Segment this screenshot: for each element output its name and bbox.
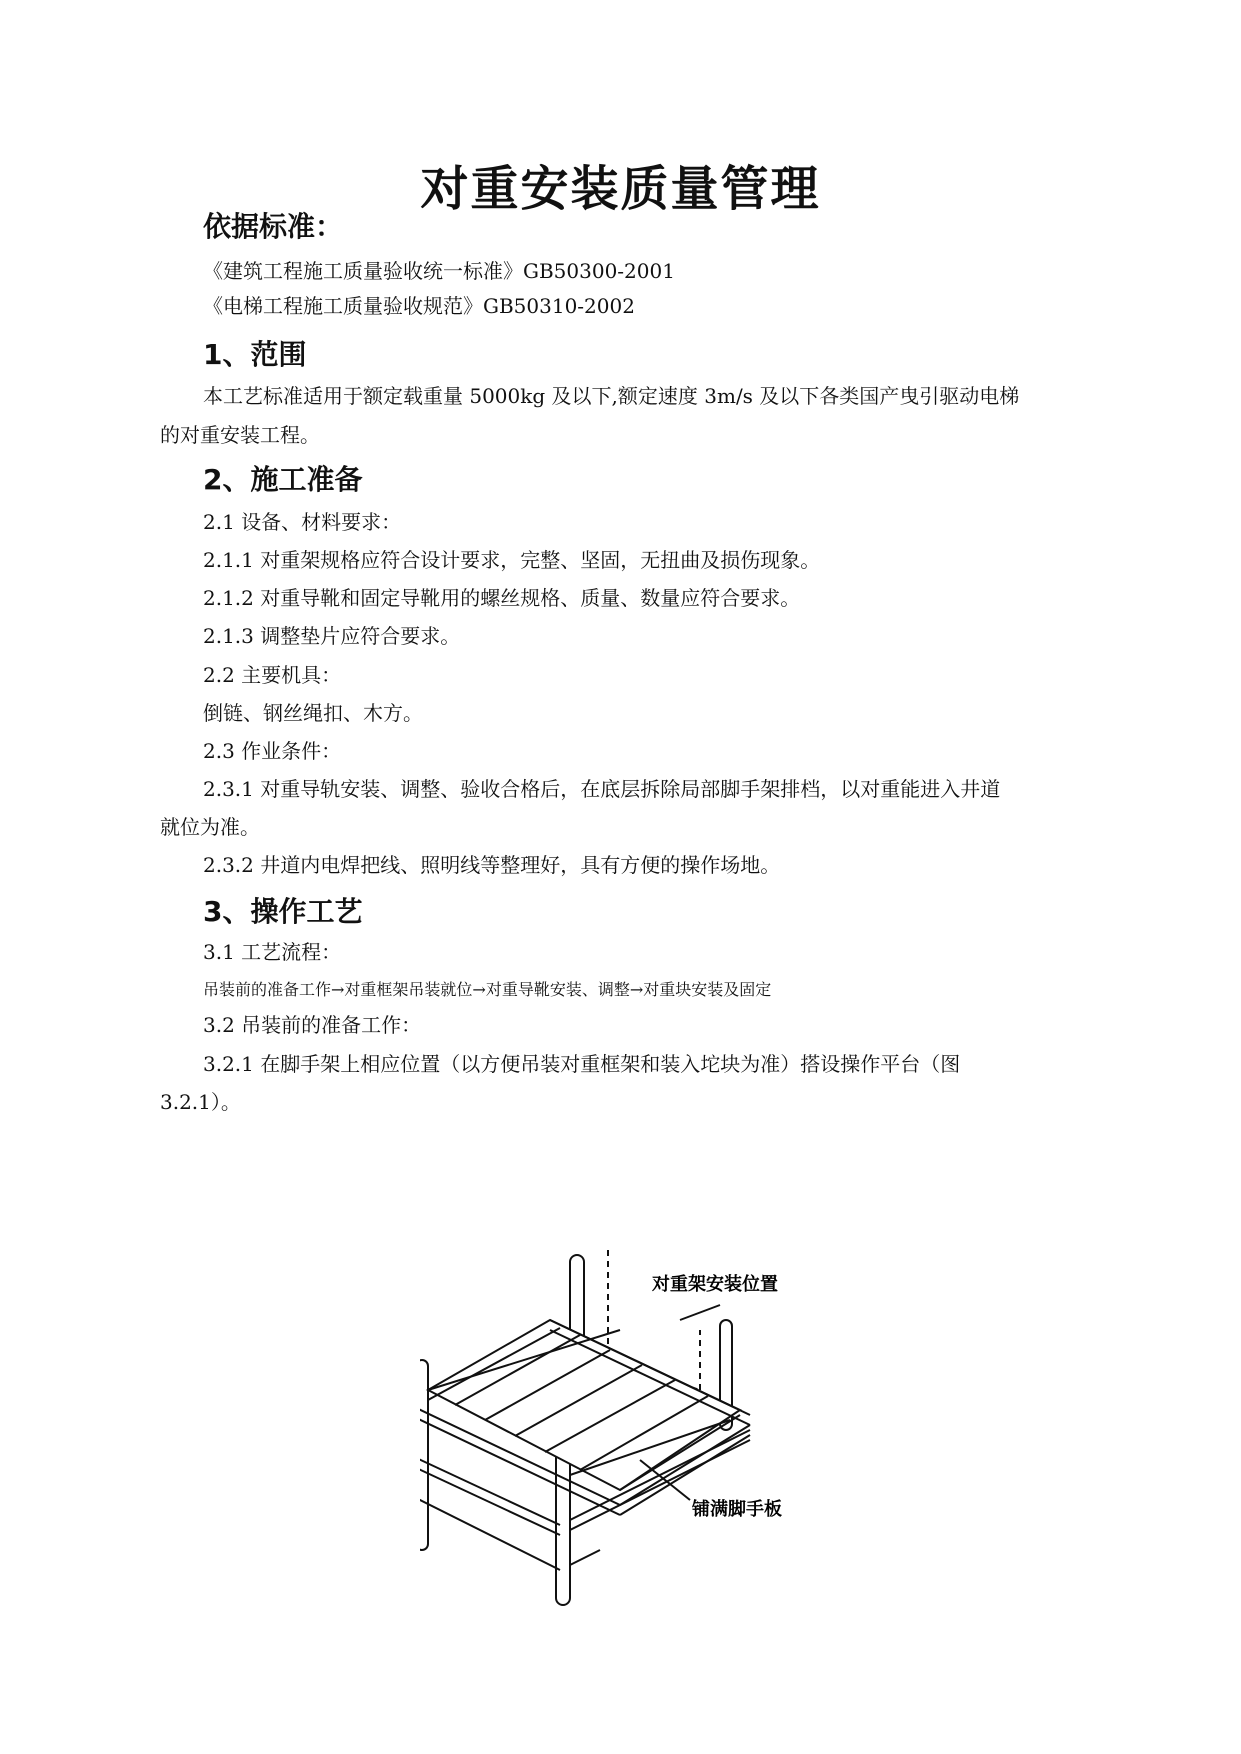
paragraph-line: 的对重安装工程。 bbox=[160, 423, 320, 447]
process-flow: 吊装前的准备工作→对重框架吊装就位→对重导靴安装、调整→对重块安装及固定 bbox=[203, 980, 772, 999]
list-item: 倒链、钢丝绳扣、木方。 bbox=[203, 701, 423, 725]
list-item: 2.1 设备、材料要求： bbox=[203, 510, 402, 534]
list-item: 3.1 工艺流程： bbox=[203, 940, 342, 964]
list-item: 2.1.1 对重架规格应符合设计要求，完整、坚固，无扭曲及损伤现象。 bbox=[203, 548, 821, 572]
basis-heading: 依据标准： bbox=[203, 210, 344, 243]
scaffold-platform-figure bbox=[420, 1250, 880, 1610]
list-item: 就位为准。 bbox=[160, 815, 260, 839]
list-item: 2.3.2 井道内电焊把线、照明线等整理好，具有方便的操作场地。 bbox=[203, 853, 781, 877]
list-item: 2.2 主要机具： bbox=[203, 663, 342, 687]
list-item: 3.2.1 在脚手架上相应位置（以方便吊装对重框架和装入坨块为准）搭设操作平台（图 bbox=[203, 1052, 961, 1076]
list-item: 3.2.1）。 bbox=[160, 1090, 241, 1114]
section-heading-operation: 3、操作工艺 bbox=[203, 895, 363, 928]
section-heading-preparation: 2、施工准备 bbox=[203, 463, 363, 496]
standard-item: 《建筑工程施工质量验收统一标准》GB50300-2001 bbox=[203, 259, 675, 283]
paragraph-line: 本工艺标准适用于额定载重量 5000kg 及以下,额定速度 3m/s 及以下各类国产曳引驱动电梯 bbox=[203, 384, 1020, 408]
list-item: 2.1.3 调整垫片应符合要求。 bbox=[203, 624, 461, 648]
figure-label-install-position: 对重架安装位置 bbox=[652, 1274, 778, 1295]
figure-label-boards: 铺满脚手板 bbox=[692, 1499, 782, 1520]
section-heading-scope: 1、范围 bbox=[203, 338, 307, 371]
list-item: 2.3 作业条件： bbox=[203, 739, 342, 763]
page-title: 对重安装质量管理 bbox=[420, 161, 821, 217]
list-item: 2.3.1 对重导轨安装、调整、验收合格后，在底层拆除局部脚手架排档，以对重能进入井道 bbox=[203, 777, 1001, 801]
standard-item: 《电梯工程施工质量验收规范》GB50310-2002 bbox=[203, 294, 635, 318]
list-item: 3.2 吊装前的准备工作： bbox=[203, 1013, 422, 1037]
list-item: 2.1.2 对重导靴和固定导靴用的螺丝规格、质量、数量应符合要求。 bbox=[203, 586, 801, 610]
